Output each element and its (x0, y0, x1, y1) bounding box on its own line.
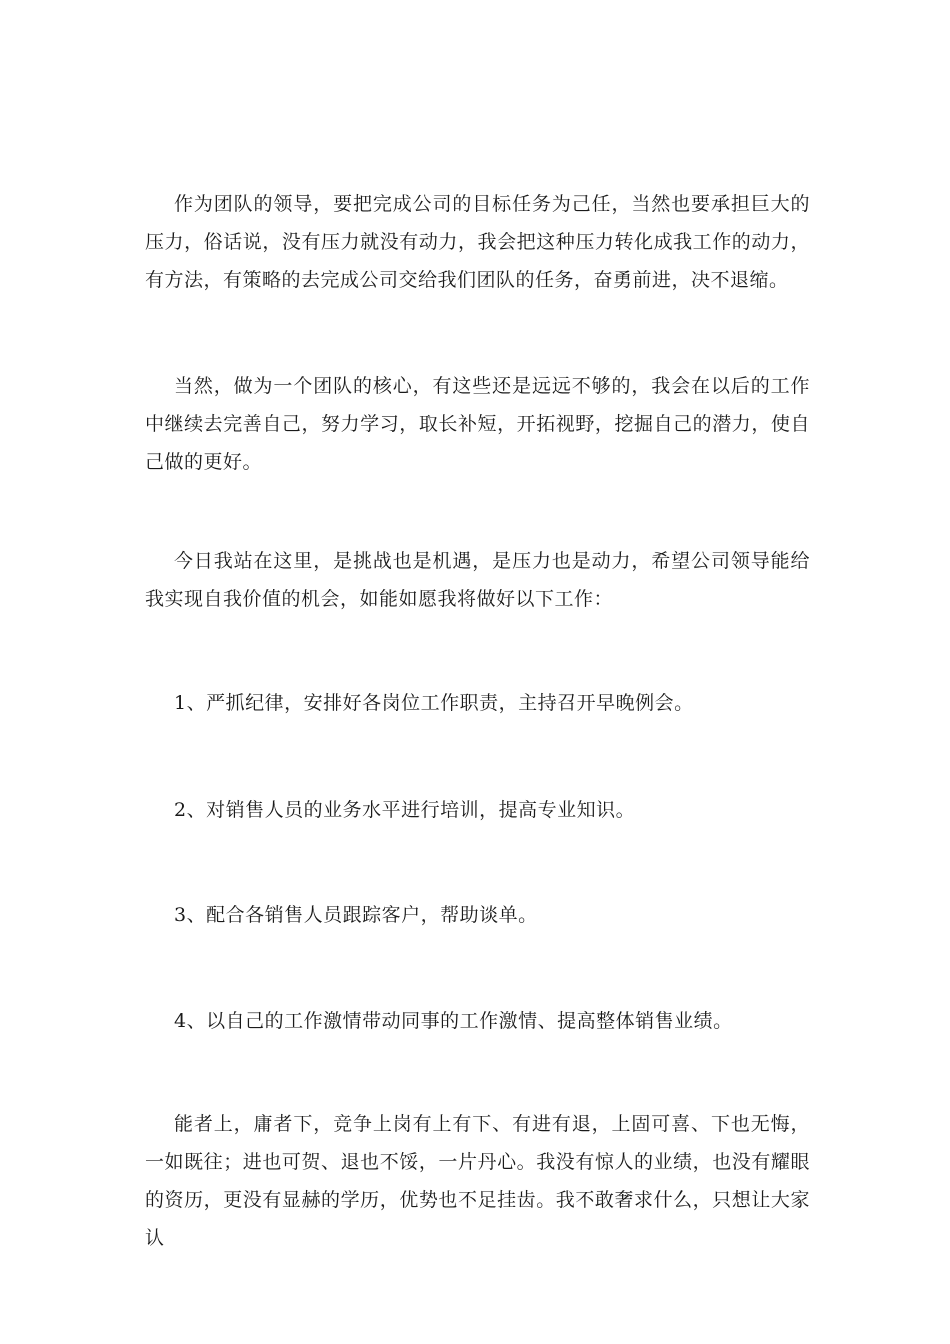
list-item-customer-followup: 3、配合各销售人员跟踪客户，帮助谈单。 (174, 904, 538, 926)
list-item-training: 2、对销售人员的业务水平进行培训，提高专业知识。 (174, 799, 636, 821)
paragraph-leadership-responsibility: 作为团队的领导，要把完成公司的目标任务为己任，当然也要承担巨大的压力，俗话说，没有压力就没有动力，我会把这种压力转化成我工作的动力，有方法，有策略的去完成公司交给我们团队的任务，奋勇前进，决不退缩。 (145, 193, 810, 291)
list-item-discipline: 1、严抓纪律，安排好各岗位工作职责，主持召开早晚例会。 (174, 692, 694, 714)
list-item-sales-performance: 4、以自己的工作激情带动同事的工作激情、提高整体销售业绩。 (174, 1010, 733, 1032)
paragraph-challenge-opportunity: 今日我站在这里，是挑战也是机遇，是压力也是动力，希望公司领导能给我实现自我价值的机会，如能如愿我将做好以下工作： (145, 550, 810, 610)
paragraph-self-improvement: 当然，做为一个团队的核心，有这些还是远远不够的，我会在以后的工作中继续去完善自己，努力学习，取长补短，开拓视野，挖掘自己的潜力，使自己做的更好。 (145, 375, 810, 473)
paragraph-closing-statement: 能者上，庸者下，竞争上岗有上有下、有进有退，上固可喜、下也无悔，一如既往；进也可贺、退也不馁，一片丹心。我没有惊人的业绩，也没有耀眼的资历，更没有显赫的学历，优势也不足挂齿。我不敢奢求什么，只想让大家认 (145, 1113, 810, 1249)
